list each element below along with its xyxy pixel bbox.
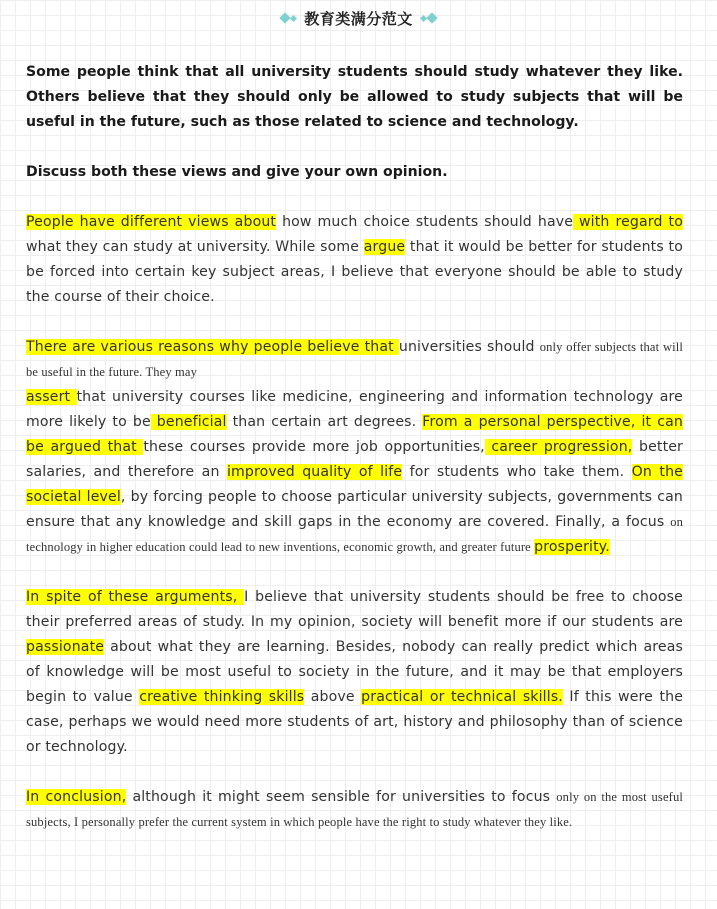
highlighted-phrase: There are various reasons why people believe that xyxy=(26,339,399,355)
text-segment: on technology in higher education could lead to new inventions, economic growth, and greater future xyxy=(26,515,683,554)
highlighted-phrase: beneficial xyxy=(150,414,227,430)
diamond-icon xyxy=(426,12,437,23)
prompt-statement: Some people think that all university students should study whatever they like. Others believe that they should only be allowed to study subjects that will be useful in the future, such as those related to science and technology. xyxy=(26,64,683,130)
highlighted-phrase: On the societal level xyxy=(26,464,683,505)
text-segment: I believe that university students should be free to choose their preferred areas of study. In my opinion, society will benefit more if our students are xyxy=(26,589,683,630)
essay-prompt xyxy=(26,60,683,185)
text-segment: better salaries, and therefore an xyxy=(26,439,684,480)
text-segment: for students who take them. xyxy=(402,464,632,480)
essay-paragraph-introduction xyxy=(26,210,683,310)
highlighted-phrase: practical or technical skills. xyxy=(361,689,563,705)
highlighted-phrase: career progression, xyxy=(484,439,633,455)
highlighted-phrase: passionate xyxy=(26,639,105,655)
text-segment: than certain art degrees. xyxy=(226,414,423,430)
text-segment: , by forcing people to choose particular university subjects, governments can ensure that any knowledge and skill gaps in the economy are covered. Finally, a focus xyxy=(26,489,683,530)
highlighted-phrase: assert xyxy=(26,389,77,405)
text-segment: that it would be better for students to be forced into certain key subject areas, I believe that everyone should be able to study the course of their choice. xyxy=(26,239,683,305)
highlighted-phrase: prosperity. xyxy=(534,539,610,555)
highlighted-phrase: In spite of these arguments, xyxy=(26,589,245,605)
text-segment: above xyxy=(304,689,362,705)
highlighted-phrase: argue xyxy=(363,239,406,255)
text-segment: that university courses like medicine, engineering and information technology are more likely to be xyxy=(26,389,684,430)
essay-paragraph-continuation xyxy=(26,385,683,560)
text-segment: what they can study at university. While some xyxy=(26,239,364,255)
text-segment: universities should xyxy=(398,339,540,355)
text-segment: only offer subjects that will be useful in the future. They may xyxy=(26,340,683,379)
diamond-icon xyxy=(290,14,297,21)
essay-paragraph-body-1 xyxy=(26,335,683,560)
essay-paragraph-line xyxy=(26,335,683,385)
text-segment: although it might seem sensible for universities to focus xyxy=(126,789,557,805)
essay-paragraph-conclusion xyxy=(26,785,683,835)
diamond-decoration-right xyxy=(421,14,436,22)
text-segment: about what they are learning. Besides, nobody can really predict which areas of knowledge will be most useful to society in the future, and it may be that employers begin to value xyxy=(26,639,683,705)
essay-paragraph-body-2 xyxy=(26,585,683,760)
diamond-decoration-left xyxy=(281,14,296,22)
text-segment: how much choice students should have xyxy=(276,214,574,230)
text-segment: only on the most useful subjects, I personally prefer the current system in which people have the right to study whatever they like. xyxy=(26,790,683,829)
highlighted-phrase: From a personal perspective, it can be argued that xyxy=(26,414,683,455)
highlighted-phrase: with regard to xyxy=(573,214,683,230)
article-body xyxy=(26,60,683,835)
text-segment: these courses provide more job opportunities, xyxy=(143,439,485,455)
highlighted-phrase: In conclusion, xyxy=(26,789,127,805)
highlighted-phrase: People have different views about xyxy=(26,214,277,230)
text-segment: If this were the case, perhaps we would need more students of art, history and philosophy than of science or technology. xyxy=(26,689,684,755)
essay xyxy=(26,210,683,835)
highlighted-phrase: creative thinking skills xyxy=(139,689,305,705)
header xyxy=(0,6,717,30)
highlighted-phrase: improved quality of life xyxy=(226,464,403,480)
page-title: 教育类满分范文 xyxy=(304,9,413,28)
prompt-instruction: Discuss both these views and give your own opinion. xyxy=(26,164,448,180)
